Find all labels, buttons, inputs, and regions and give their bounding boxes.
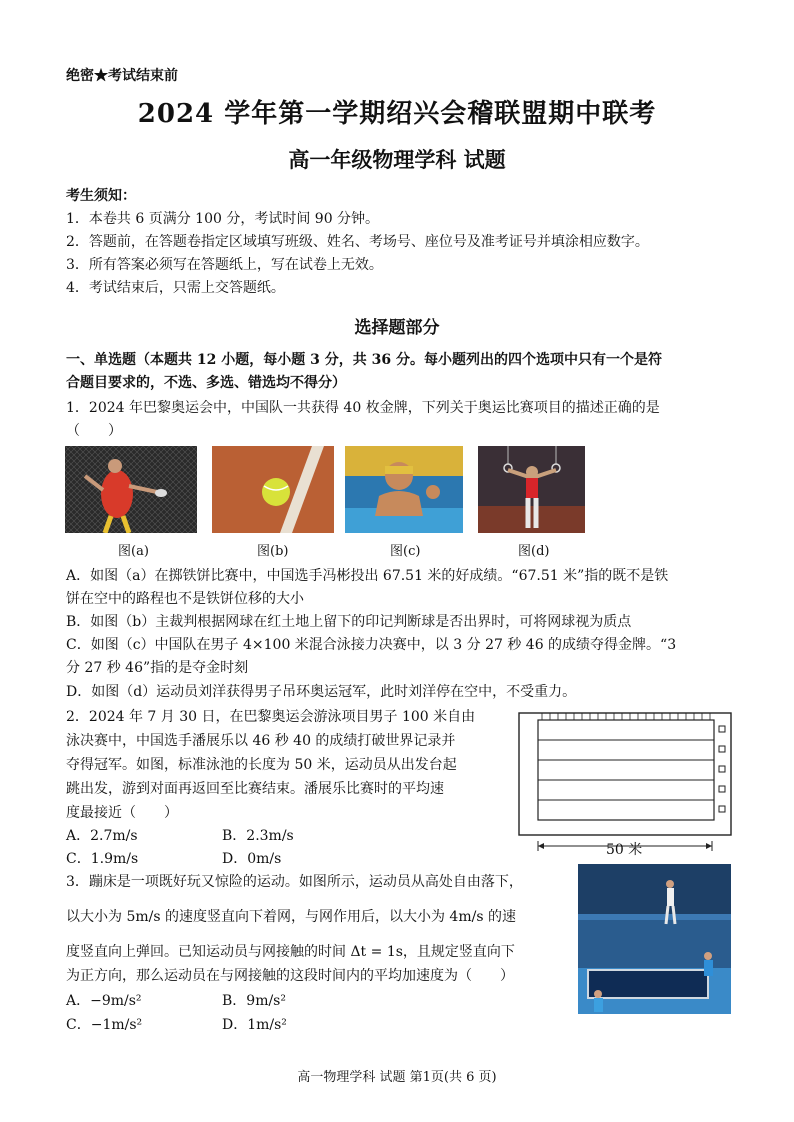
notice-item: 2．答题前，在答题卷指定区域填写班级、姓名、考场号、座位号及准考证号并填涂相应数字。 — [66, 234, 649, 250]
pool-length-label: 50 米 — [606, 842, 643, 858]
q2-option-b: B．2.3m/s — [222, 828, 294, 844]
q3-stem: 3．蹦床是一项既好玩又惊险的运动。如图所示，运动员从高处自由落下， — [66, 874, 523, 890]
section-intro: 一、单选题（本题共 12 小题，每小题 3 分，共 36 分。每小题列出的四个选项中只有一个是符 — [66, 352, 662, 368]
exam-subtitle: 高一年级物理学科 试题 — [288, 147, 506, 172]
notice-item: 4．考试结束后，只需上交答题纸。 — [66, 280, 285, 296]
caption-c: 图(c) — [390, 544, 421, 559]
notice-item: 3．所有答案必须写在答题纸上，写在试卷上无效。 — [66, 257, 383, 273]
q2-option-c: C．1.9m/s — [66, 851, 139, 867]
q2-stem: 2．2024 年 7 月 30 日，在巴黎奥运会游泳项目男子 100 米自由 — [66, 709, 476, 725]
q3-stem: 度竖直向上弹回。已知运动员与网接触的时间 Δt = 1s，且规定竖直向下 — [66, 944, 515, 960]
section-title: 选择题部分 — [354, 318, 440, 338]
photo-swimmer — [345, 446, 463, 533]
notice-heading: 考生须知： — [66, 188, 136, 204]
q1-option-c-cont: 分 27 秒 46”指的是夺金时刻 — [66, 660, 249, 676]
q1-option-d: D．如图（d）运动员刘洋获得男子吊环奥运冠军，此时刘洋停在空中，不受重力。 — [66, 684, 577, 700]
section-intro-cont: 合题目要求的，不选、多选、错选均不得分） — [66, 375, 346, 391]
q2-stem: 夺得冠军。如图，标准泳池的长度为 50 米，运动员从出发台起 — [66, 757, 457, 773]
caption-d: 图(d) — [518, 544, 550, 559]
q2-stem: 泳决赛中，中国选手潘展乐以 46 秒 40 的成绩打破世界记录并 — [66, 733, 456, 749]
photo-discus — [65, 446, 197, 533]
caption-a: 图(a) — [118, 544, 149, 559]
q1-option-b: B．如图（b）主裁判根据网球在红土地上留下的印记判断球是否出界时，可将网球视为质点 — [66, 614, 632, 630]
photo-rings — [478, 446, 585, 533]
q3-stem: 以大小为 5m/s 的速度竖直向下着网，与网作用后，以大小为 4m/s 的速 — [66, 909, 516, 925]
q1-stem: 1．2024 年巴黎奥运会中，中国队一共获得 40 枚金牌，下列关于奥运比赛项目的描述正确的是 — [66, 400, 660, 416]
starting-block — [719, 726, 725, 732]
q2-option-a: A．2.7m/s — [66, 828, 138, 844]
q2-stem: 度最接近（ ） — [66, 805, 178, 821]
q1-stem-cont: （ ） — [66, 423, 122, 439]
photo-tennis — [212, 446, 334, 533]
notice-item: 1．本卷共 6 页满分 100 分，考试时间 90 分钟。 — [66, 211, 380, 227]
starting-block — [719, 806, 725, 812]
starting-block — [719, 766, 725, 772]
secret-label: 绝密★考试结束前 — [66, 68, 178, 84]
q1-option-a-cont: 饼在空中的路程也不是铁饼位移的大小 — [66, 591, 304, 607]
page-footer: 高一物理学科 试题 第1页(共 6 页) — [297, 1070, 497, 1085]
q3-stem: 为正方向，那么运动员在与网接触的这段时间内的平均加速度为（ ） — [66, 968, 514, 984]
q3-option-d: D．1m/s² — [222, 1017, 287, 1033]
caption-b: 图(b) — [257, 544, 289, 559]
q3-option-a: A．−9m/s² — [66, 993, 142, 1009]
q2-option-d: D．0m/s — [222, 851, 282, 867]
exam-title: 2024 学年第一学期绍兴会稽联盟期中联考 — [137, 99, 657, 129]
q2-stem: 跳出发，游到对面再返回至比赛结束。潘展乐比赛时的平均速 — [66, 781, 444, 797]
q1-option-a: A．如图（a）在掷铁饼比赛中，中国选手冯彬投出 67.51 米的好成绩。“67.51 米”指的既不是铁 — [66, 568, 669, 584]
q3-option-c: C．−1m/s² — [66, 1017, 143, 1033]
q1-option-c: C．如图（c）中国队在男子 4×100 米混合泳接力决赛中，以 3 分 27 秒 46 的成绩夺得金牌。“3 — [66, 637, 677, 653]
pool-diagram — [518, 712, 732, 836]
starting-block — [719, 786, 725, 792]
photo-trampoline — [578, 864, 731, 1014]
starting-block — [719, 746, 725, 752]
q3-option-b: B．9m/s² — [222, 993, 286, 1009]
